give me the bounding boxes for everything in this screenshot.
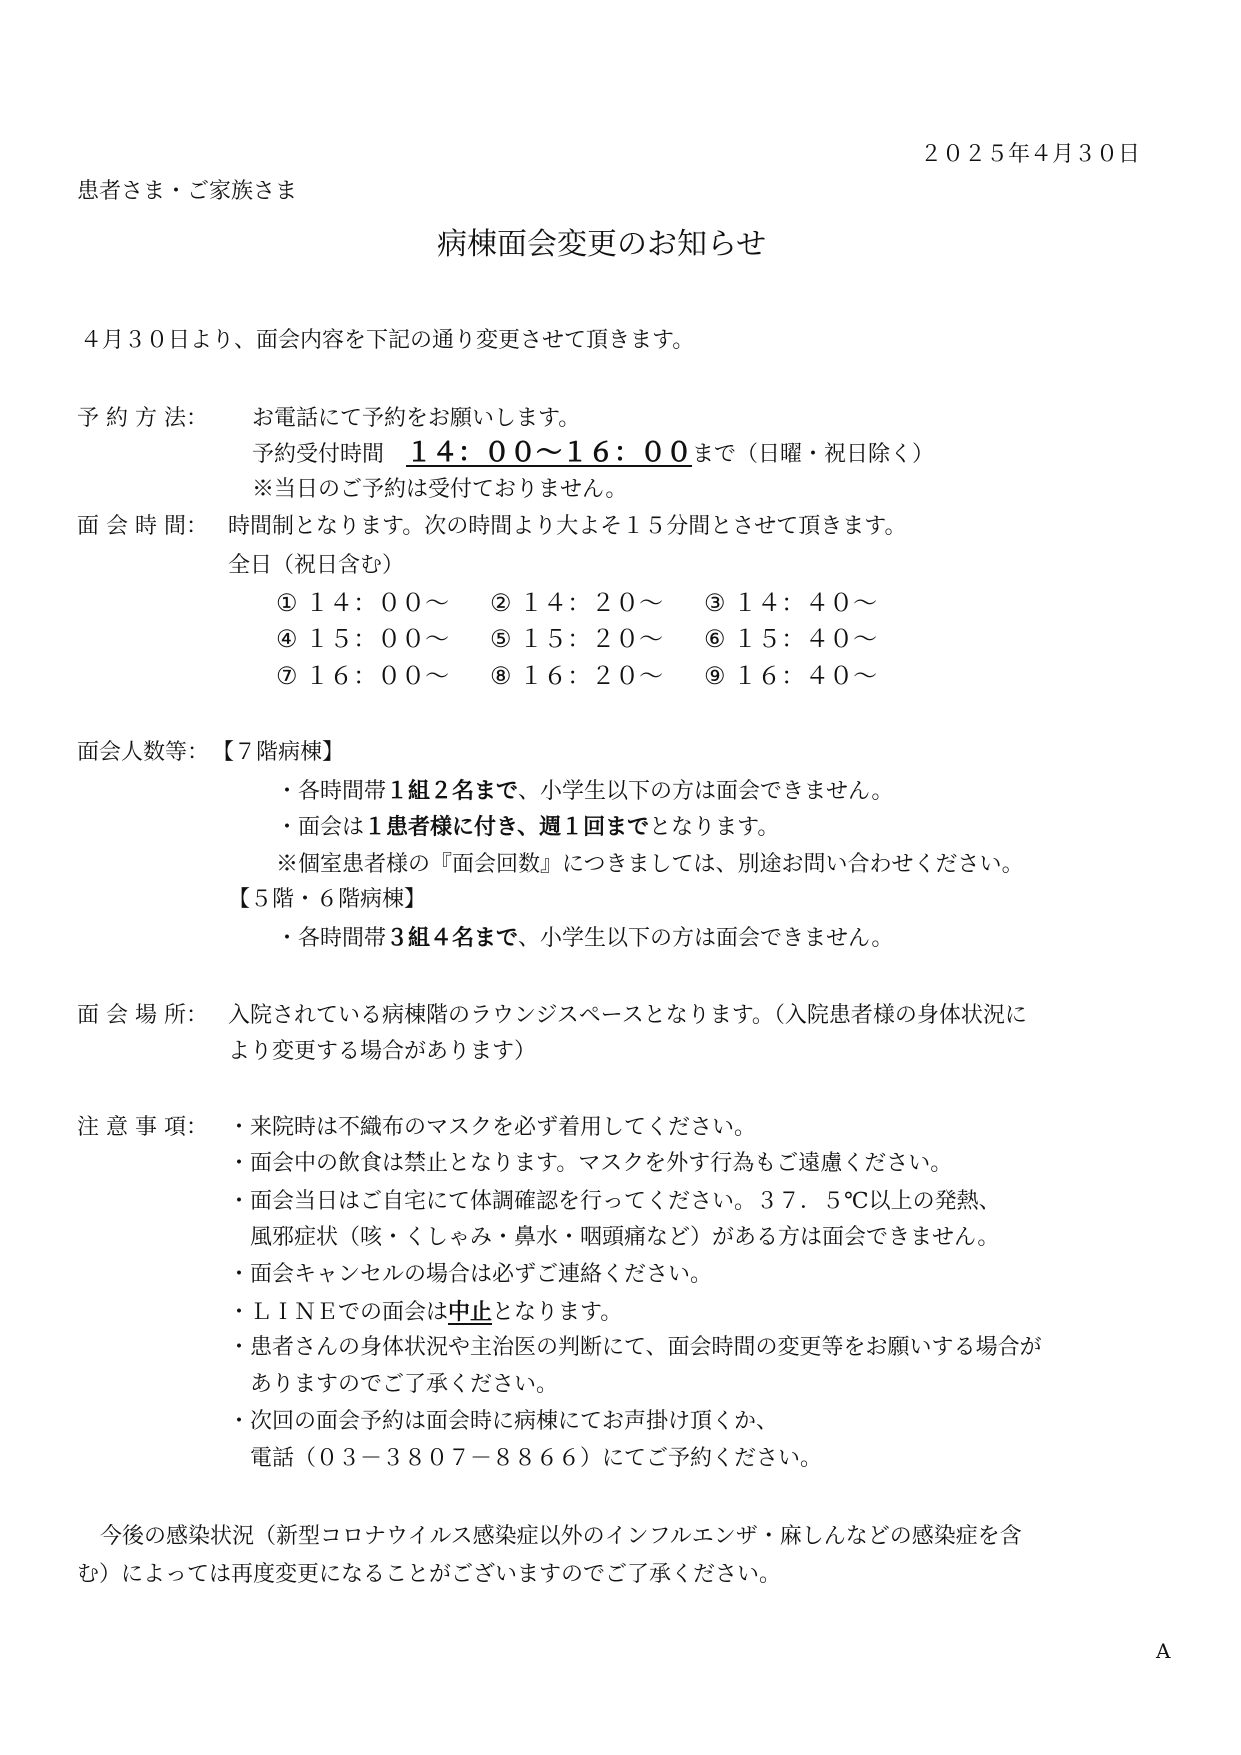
ward56-heading: 【５階・６階病棟】: [228, 887, 427, 912]
ward7-note: ※個室患者様の『面会回数』につきましては、別途お問い合わせください。: [276, 852, 1024, 877]
time-slot: ③ １４：４０～: [704, 589, 878, 617]
ward56-line1: [276, 923, 893, 954]
note-item: ・面会当日はご自宅にて体調確認を行ってください。３７．５℃以上の発熱、: [228, 1189, 1001, 1214]
reception-label: 予約受付時間: [252, 442, 407, 467]
note-item: ありますのでご了承ください。: [250, 1372, 559, 1397]
reservation-line1: お電話にて予約をお願いします。: [252, 406, 581, 431]
ward7-line1: [276, 776, 893, 807]
ward56-line1-bold: ３組４名まで: [386, 925, 519, 951]
note-line-post: となります。: [492, 1300, 623, 1325]
closing-line1: 今後の感染状況（新型コロナウイルス感染症以外のインフルエンザ・麻しんなどの感染症を含: [100, 1524, 1022, 1549]
addressee: 患者さま・ご家族さま: [77, 179, 298, 204]
time-slot: ⑨ １６：４０～: [704, 662, 878, 690]
location-line1: 入院されている病棟階のラウンジスペースとなります。（入院患者様の身体状況に: [228, 1003, 1027, 1028]
document-date: ２０２５年４月３０日: [920, 142, 1141, 167]
reservation-reception-hours: [252, 438, 934, 470]
location-label: 面 会 場 所：: [77, 1003, 208, 1028]
ward7-line2-bold1: １患者様に付き、: [364, 814, 540, 840]
reception-hours: １４：００～１６：００: [406, 438, 693, 468]
time-slot: ⑦ １６：００～: [276, 662, 450, 690]
visit-time-label: 面 会 時 間：: [77, 514, 208, 539]
intro-text: ４月３０日より、面会内容を下記の通り変更させて頂きます。: [80, 328, 695, 353]
document-title: 病棟面会変更のお知らせ: [437, 227, 767, 262]
closing-line2: む）によっては再度変更になることがございますのでご了承ください。: [77, 1562, 782, 1587]
visit-time-line1: 時間制となります。次の時間より大よそ１５分間とさせて頂きます。: [228, 514, 907, 539]
time-slots-row-1: [276, 588, 877, 618]
ward7-line1-post: 、小学生以下の方は面会できません。: [518, 779, 894, 804]
note-item: ・面会中の飲食は禁止となります。マスクを外す行為もご遠慮ください。: [228, 1151, 953, 1176]
ward7-line1-bold: １組２名まで: [386, 778, 519, 804]
time-slots-row-3: [276, 661, 877, 691]
note-item: ・次回の面会予約は面会時に病棟にてお声掛け頂くか、: [228, 1409, 779, 1434]
ward7-line2-pre: ・面会は: [276, 815, 365, 840]
ward56-line1-pre: ・各時間帯: [276, 926, 387, 951]
time-slots-row-2: [276, 624, 877, 654]
visitors-label: 面会人数等：: [77, 740, 210, 765]
ward7-line1-pre: ・各時間帯: [276, 779, 387, 804]
time-slot: ④ １５：００～: [276, 625, 450, 653]
note-line-cancel: [228, 1297, 622, 1328]
visit-time-scope: 全日（祝日含む）: [228, 553, 405, 578]
reservation-label: 予 約 方 法：: [77, 406, 208, 431]
time-slot: ② １４：２０～: [490, 589, 664, 617]
note-line-bold: 中止: [448, 1299, 493, 1325]
time-slot: ⑤ １５：２０～: [490, 625, 664, 653]
footer-mark: A: [1156, 1639, 1171, 1663]
reservation-note: ※当日のご予約は受付ておりません。: [252, 477, 628, 502]
note-item: 風邪症状（咳・くしゃみ・鼻水・咽頭痛など）がある方は面会できません。: [250, 1225, 1000, 1250]
time-slot: ① １４：００～: [276, 589, 450, 617]
note-item: ・来院時は不織布のマスクを必ず着用してください。: [228, 1115, 757, 1140]
ward7-line2-post: となります。: [649, 815, 780, 840]
ward56-line1-post: 、小学生以下の方は面会できません。: [518, 926, 894, 951]
note-item: ・面会キャンセルの場合は必ずご連絡ください。: [228, 1262, 713, 1287]
ward7-line2: [276, 812, 779, 843]
reception-suffix: まで（日曜・祝日除く）: [692, 442, 935, 467]
location-line2: より変更する場合があります）: [228, 1039, 537, 1064]
time-slot: ⑧ １６：２０～: [490, 662, 664, 690]
note-item: 電話（０３－３８０７－８８６６）にてご予約ください。: [250, 1446, 823, 1471]
ward7-heading: 【７階病棟】: [212, 740, 345, 765]
time-slot: ⑥ １５：４０～: [704, 625, 878, 653]
notes-label: 注 意 事 項：: [77, 1115, 208, 1140]
note-line-pre: ・ＬＩＮＥでの面会は: [228, 1300, 449, 1325]
ward7-line2-bold2: 週１回まで: [539, 814, 650, 840]
note-item: ・患者さんの身体状況や主治医の判断にて、面会時間の変更等をお願いする場合が: [228, 1335, 1042, 1360]
